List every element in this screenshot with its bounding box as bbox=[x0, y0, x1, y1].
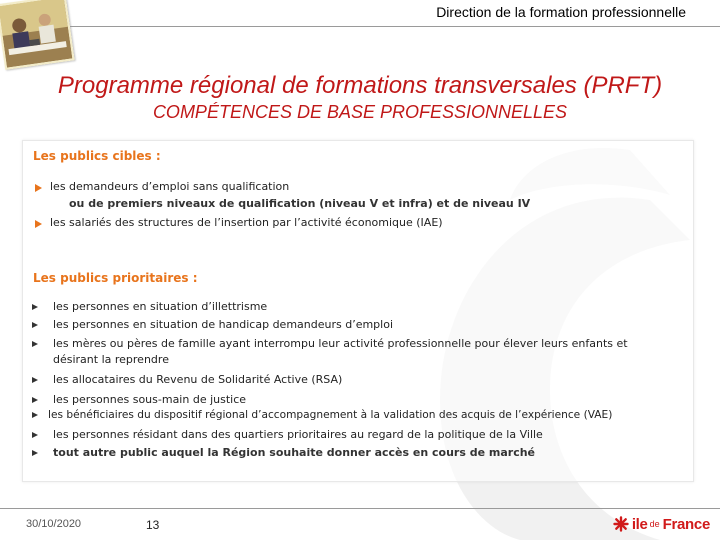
black-triangle-bullet-icon bbox=[32, 377, 38, 383]
slide-date: 30/10/2020 bbox=[26, 518, 82, 530]
header-divider bbox=[70, 26, 720, 27]
logo-text-ile: ile bbox=[631, 515, 648, 533]
orange-triangle-bullet-icon bbox=[35, 184, 42, 192]
publics-prioritaires-heading: Les publics prioritaires : bbox=[33, 271, 198, 285]
logo-text-france: France bbox=[662, 515, 710, 533]
black-triangle-bullet-icon bbox=[32, 432, 38, 438]
black-triangle-bullet-icon bbox=[32, 450, 38, 456]
publics-prioritaires-item: les allocataires du Revenu de Solidarité Active (RSA) bbox=[53, 373, 343, 386]
black-triangle-bullet-icon bbox=[32, 341, 38, 347]
publics-prioritaires-item: désirant la reprendre bbox=[53, 353, 169, 366]
publics-prioritaires-item: les mères ou pères de famille ayant interrompu leur activité professionnelle pour élever leurs enfants et bbox=[53, 337, 628, 350]
asterisk-star-icon bbox=[613, 516, 629, 532]
black-triangle-bullet-icon bbox=[32, 322, 38, 328]
organization-header: Direction de la formation professionnelle bbox=[436, 4, 686, 20]
black-triangle-bullet-icon bbox=[32, 397, 38, 403]
orange-triangle-bullet-icon bbox=[35, 220, 42, 228]
publics-prioritaires-item: les personnes sous-main de justice bbox=[53, 393, 247, 406]
publics-cibles-item: les demandeurs d’emploi sans qualification bbox=[50, 180, 290, 193]
publics-cibles-item: ou de premiers niveaux de qualification (niveau V et infra) et de niveau IV bbox=[69, 197, 531, 210]
page-number: 13 bbox=[146, 518, 160, 532]
page-subtitle: COMPÉTENCES DE BASE PROFESSIONNELLES bbox=[152, 102, 568, 122]
publics-prioritaires-item: les bénéficiaires du dispositif régional d’accompagnement à la validation des acquis de l’expérience (VAE) bbox=[48, 409, 613, 421]
black-triangle-bullet-icon bbox=[32, 412, 38, 418]
publics-prioritaires-item: les personnes en situation d’illettrisme bbox=[53, 300, 268, 313]
page-title: Programme régional de formations transversales (PRFT) bbox=[57, 72, 663, 99]
ile-de-france-logo bbox=[613, 514, 710, 534]
publics-prioritaires-item: tout autre public auquel la Région souhaite donner accès en cours de marché bbox=[53, 446, 536, 459]
footer-divider bbox=[0, 508, 720, 509]
publics-prioritaires-item: les personnes résidant dans des quartiers prioritaires au regard de la politique de la Ville bbox=[53, 428, 543, 441]
logo-text-de: de bbox=[649, 519, 660, 529]
black-triangle-bullet-icon bbox=[32, 304, 38, 310]
people-photo bbox=[0, 0, 75, 70]
content-panel bbox=[22, 140, 694, 482]
publics-prioritaires-item: les personnes en situation de handicap demandeurs d’emploi bbox=[53, 318, 394, 331]
publics-cibles-heading: Les publics cibles : bbox=[33, 149, 161, 163]
publics-cibles-item: les salariés des structures de l’insertion par l’activité économique (IAE) bbox=[50, 216, 443, 229]
